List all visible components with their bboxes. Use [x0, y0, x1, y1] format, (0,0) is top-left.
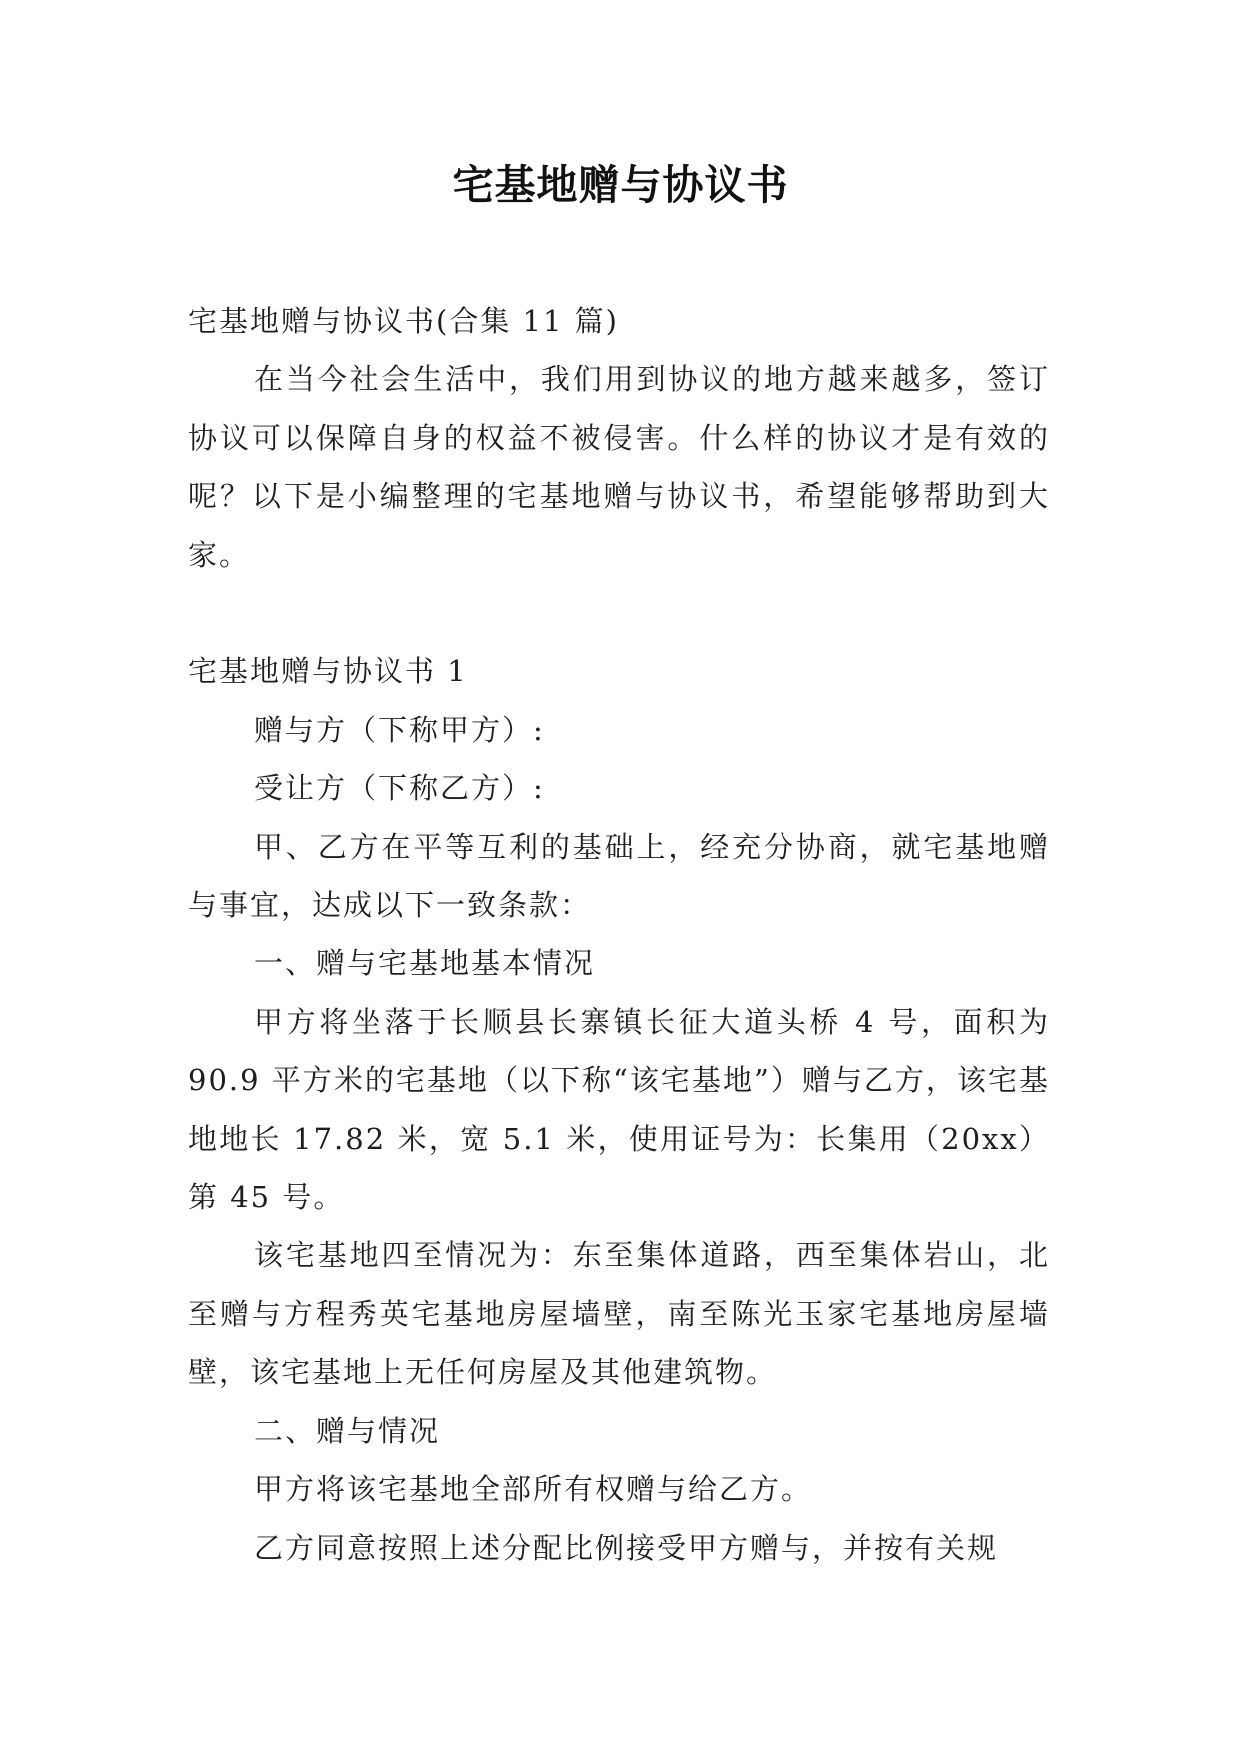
document-title: 宅基地赠与协议书: [452, 161, 789, 209]
clause-2-acceptance: 乙方同意按照上述分配比例接受甲方赠与，并按有关规: [254, 1530, 999, 1565]
collection-line: 宅基地赠与协议书(合集 11 篇): [188, 304, 619, 338]
section-heading: 宅基地赠与协议书 1: [188, 654, 468, 689]
donor-line: 赠与方（下称甲方）:: [254, 712, 545, 747]
preamble-paragraph: 甲、乙方在平等互利的基础上，经充分协商，就宅基地赠与事宜，达成以下一致条款：: [188, 829, 1050, 923]
clause-1-paragraph: 甲方将坐落于长顺县长寨镇长征大道头桥 4 号，面积为 90.9 平方米的宅基地（以下称“该宅基地”）赠与乙方，该宅基地地长 17.82 米，宽 5.1 米，使用证号为：长集用（20xx）第 45 号。: [188, 1004, 1050, 1215]
boundaries-paragraph: 该宅基地四至情况为：东至集体道路，西至集体岩山，北至赠与方程秀英宅基地房屋墙壁，南至陈光玉家宅基地房屋墙壁，该宅基地上无任何房屋及其他建筑物。: [188, 1238, 1050, 1390]
clause-1-heading: 一、赠与宅基地基本情况: [254, 946, 596, 981]
intro-paragraph: 在当今社会生活中，我们用到协议的地方越来越多，签订协议可以保障自身的权益不被侵害。什么样的协议才是有效的呢？以下是小编整理的宅基地赠与协议书，希望能够帮助到大家。: [188, 362, 1050, 572]
recipient-line: 受让方（下称乙方）:: [254, 771, 545, 806]
clause-2-heading: 二、赠与情况: [254, 1413, 441, 1448]
document-body: [188, 292, 1050, 1577]
clause-2-paragraph: 甲方将该宅基地全部所有权赠与给乙方。: [254, 1472, 813, 1507]
paragraph-spacer: [188, 584, 1050, 642]
